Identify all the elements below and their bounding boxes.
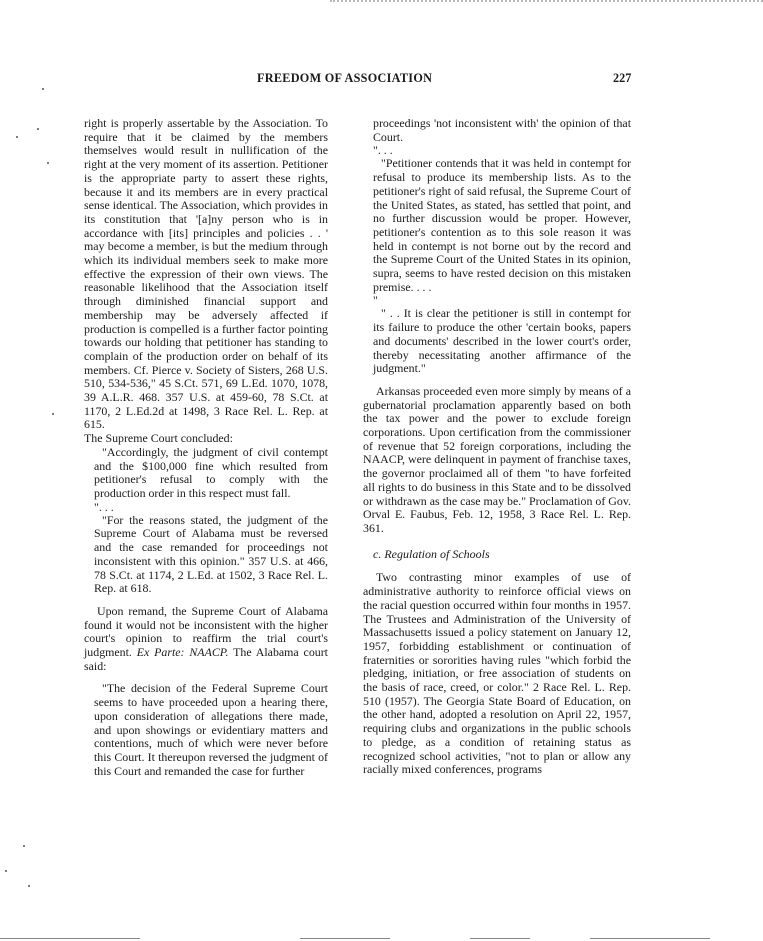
footer-line [590,938,710,939]
section-heading-regulation-of-schools: c. Regulation of Schools [373,546,490,561]
scan-speck [5,870,7,872]
page-number: 227 [613,71,632,85]
right-column [363,117,631,777]
remand-text-after: The Alabama court said: [84,645,328,673]
scan-speck [52,413,54,415]
top-edge-dots [330,0,763,8]
paragraph-court-concluded: The Supreme Court concluded: [84,431,233,446]
paragraph-upon-remand [84,605,328,674]
quote-petitioner-contends: "Petitioner contends that it was held in contempt for refusal to produce its membership lists. As to the petitioner's right of said refusal, the Supreme Court of the United States, as stated, has settled that point, and no further discussion would be proper. However, petitioner's contention as to this sole reason it was held in contempt is not borne out by the record and the Supreme Court of the United States in its opinion, supra, seems to have rested decision on this mistaken premise. . . . [373,156,631,294]
quote-civil-contempt: "Accordingly, the judgment of civil contempt and the $100,000 fine which resulted from petitioner's refusal to comply with the production order in this respect must fall. [94,444,328,500]
quote-ellipsis: ". . . [94,499,114,514]
scan-speck [47,162,49,164]
quote-still-in-contempt: " . . It is clear the petitioner is still in contempt for its failure to produce the other 'certain books, papers and documents' described in the lower court's order, thereby necessitating another affirmance of the judgment." [373,306,631,376]
quote-ellipsis: ". . . [373,143,393,158]
footer-line [0,938,140,939]
case-name-ex-parte: Ex Parte: NAACP. [136,645,229,660]
page-header [0,71,763,89]
scan-speck [37,128,39,130]
scan-speck [16,136,18,138]
paragraph-association-standing: right is properly assertable by the Association. To require that it be claimed by the members themselves would result in nullification of the right at the very moment of its assertion. Petitioner is the appropriate party to assert these rights, because it and its members are in every practical sense identical. The Association, which provides in its constitution that '[a]ny person who is in accordance with [its] principles and policies . . ' may become a member, is but the medium through which its individual members seek to make more effective the expression of their own views. The reasonable likelihood that the Association itself through diminished financial support and membership may be adversely affected if production is compelled is a further factor pointing towards our holding that petitioner has standing to complain of the production order on behalf of its members. Cf. Pierce v. Society of Sisters, 268 U.S. 510, 534-536," 45 S.Ct. 571, 69 L.Ed. 1070, 1078, 39 A.L.R. 468. 357 U.S. at 459-60, 78 S.Ct. at 1170, 2 L.Ed.2d at 1498, 3 Race Rel. L. Rep. at 615. [84,116,328,432]
scan-speck [28,885,30,887]
remand-text-before: Upon remand, the Supreme Court of Alabama found it would not be inconsistent with the higher court's opinion to reaffirm the trial court's judgment. [84,603,328,660]
quote-reasons-stated: "For the reasons stated, the judgment of the Supreme Court of Alabama must be reversed and the case remanded for proceedings not inconsistent with this opinion." 357 U.S. at 466, 78 S.Ct. at 1174, 2 L.Ed. at 1502, 3 Race Rel. L. Rep. at 618. [94,512,328,596]
scan-speck [23,845,25,847]
left-column [84,117,328,778]
quote-federal-decision: "The decision of the Federal Supreme Court seems to have proceeded upon a hearing there, upon consideration of allegations there made, and upon showings or evidentiary matters and contentions, much of which were never before this Court. It thereupon reversed the judgment of this Court and remanded the case for further [94,681,328,778]
footer-line [300,938,390,939]
paragraph-arkansas: Arkansas proceeded even more simply by means of a gubernatorial proclamation apparently based on both the tax power and the power to exclude foreign corporations. Upon certification from the commissioner of revenue that 52 foreign corporations, including the NAACP, were delinquent in payment of franchise taxes, the governor proclaimed all of them "to have forfeited all rights to do business in this State and to be dissolved or withdrawn as the case may be." Proclamation of Gov. Orval E. Faubus, Feb. 12, 1958, 3 Race Rel. L. Rep. 361. [363,383,631,535]
scan-speck [42,88,44,90]
paragraph-two-contrasting: Two contrasting minor examples of use of administrative authority to reinforce official views on the racial question occurred within four months in 1957. The Trustees and Administration of the University of Massachusetts issued a policy statement on January 12, 1957, forbidding establishment or continuation of fraternities or sororities having rules "which forbid the pledging, initiation, or free association of students on the basis of race, creed, or color." 2 Race Rel. L. Rep. 510 (1957). The Georgia State Board of Education, on the other hand, adopted a resolution on April 22, 1957, requiring clubs and organizations in the public schools to pledge, as a condition of retaining status as recognized school activities, "not to plan or allow any racially mixed conferences, programs [363,570,631,777]
footer-scan-lines [0,929,763,941]
quote-continuation: proceedings 'not inconsistent with' the opinion of that Court. [373,116,631,144]
quote-ellipsis: " [373,293,378,308]
running-head: FREEDOM OF ASSOCIATION [257,71,433,85]
footer-line [470,938,530,939]
